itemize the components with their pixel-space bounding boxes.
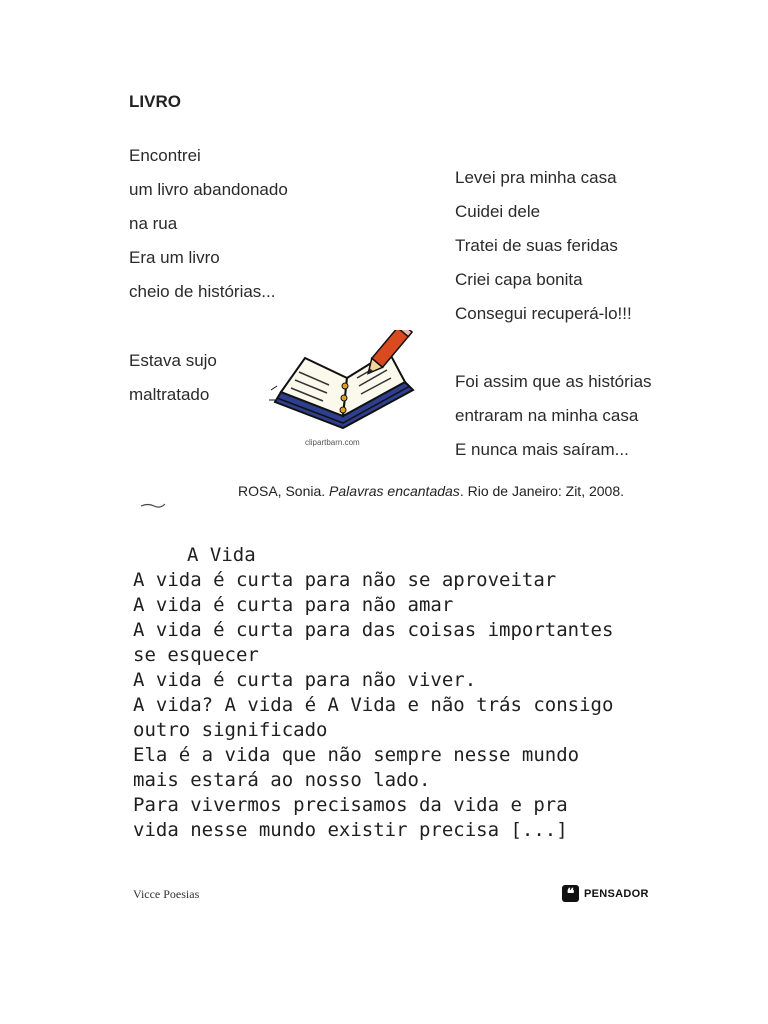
citation-publisher: . Rio de Janeiro: Zit, 2008. [459,483,625,499]
verse-line: A vida é curta para não amar [133,594,454,616]
stanza-left-1 [129,144,288,314]
citation [238,483,624,499]
verse-line: Criei capa bonita [455,270,583,289]
verse-line: A vida é curta para não se aproveitar [133,569,557,591]
clipart-credit: clipartbarn.com [305,438,360,447]
verse-line: Consegui recuperá-lo!!! [455,304,632,323]
verse-line: Para vivermos precisamos da vida e pra [133,794,568,816]
verse-line: entraram na minha casa [455,406,639,425]
verse-line: outro significado [133,719,328,741]
footer-author: Vicce Poesias [133,887,200,901]
verse-line: cheio de histórias... [129,282,276,301]
verse-line: Levei pra minha casa [455,168,617,187]
verse-line: maltratado [129,385,210,404]
open-book-pencil-icon [265,330,420,445]
verse-line: um livro abandonado [129,180,288,199]
verse-line: vida nesse mundo existir precisa [...] [133,819,568,841]
verse-line: A vida é curta para das coisas importantes [133,619,614,641]
poem-title: A Vida [187,544,256,566]
verse-line: Estava sujo [129,351,217,370]
footer-brand [562,885,649,902]
verse-line: Cuidei dele [455,202,541,221]
verse-line: Tratei de suas feridas [455,236,618,255]
verse-line: na rua [129,214,178,233]
brand-name: PENSADOR [584,887,649,900]
verse-line: A vida? A vida é A Vida e não trás consigo [133,694,614,716]
verse-line: E nunca mais saíram... [455,440,629,459]
stanza-right-2 [455,370,652,472]
stanza-right-1 [455,166,632,336]
verse-line: Era um livro [129,248,220,267]
citation-work: Palavras encantadas [329,483,460,499]
verse-line: mais estará ao nosso lado. [133,769,431,791]
verse-line: se esquecer [133,644,259,666]
citation-author: ROSA, Sonia. [238,483,326,499]
poem-a-vida [133,543,613,843]
verse-line: A vida é curta para não viver. [133,669,477,691]
verse-line: Encontrei [129,146,201,165]
verse-line: Foi assim que as histórias [455,372,652,391]
poem-title: LIVRO [129,92,181,111]
scan-smudge [140,502,166,508]
quote-icon: ❝ [562,885,579,902]
verse-line: Ela é a vida que não sempre nesse mundo [133,744,580,766]
stanza-left-2 [129,349,217,417]
